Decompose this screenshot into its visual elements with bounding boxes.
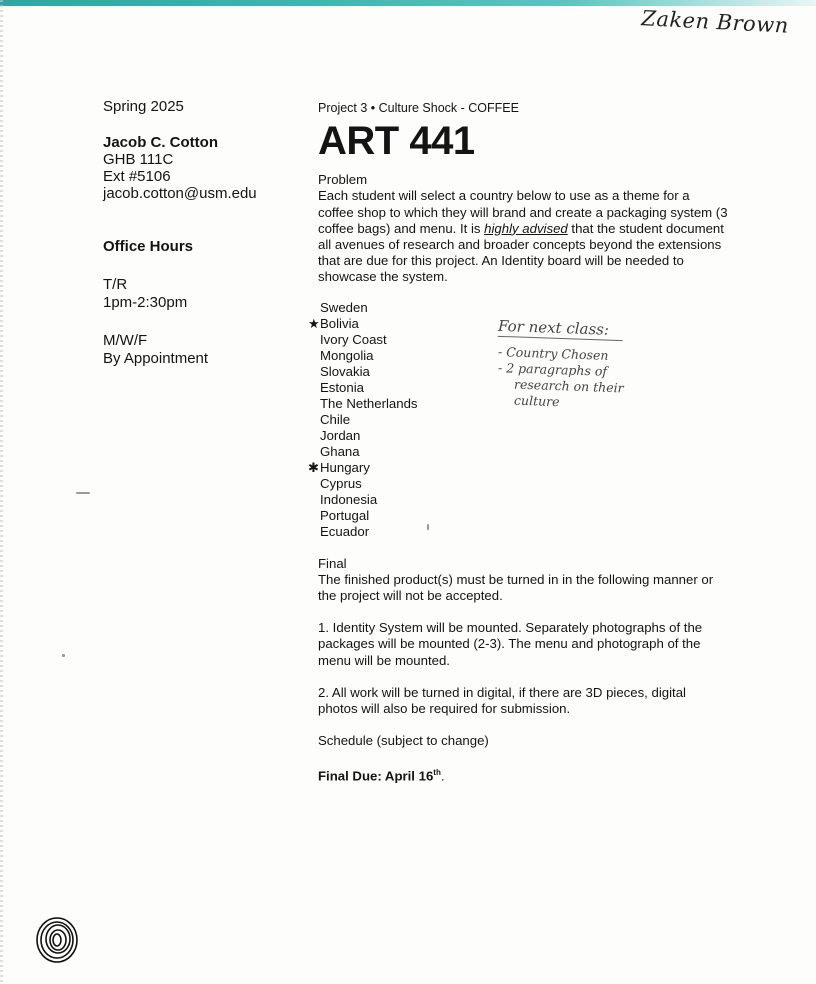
office-hours-title: Office Hours (103, 238, 194, 255)
hours-time: By Appointment (103, 350, 209, 367)
final-due: Final Due: April 16th. (318, 768, 445, 784)
list-item: Estonia (320, 379, 364, 395)
problem-text-part2: that the student document all avenues of research and broader concepts beyond the extensions that are due for this project. An Identity board will be needed to showcase the system. (318, 220, 724, 285)
final-text: The finished product(s) must be turned in in the following manner or the project will not be accepted. (318, 571, 714, 604)
scan-speck (427, 524, 429, 530)
final-heading: Final (318, 555, 347, 571)
phone-extension: Ext #5106 (103, 168, 171, 185)
list-item: Indonesia (320, 491, 378, 507)
top-color-strip (0, 0, 816, 6)
note-line: research on their (513, 376, 624, 396)
requirement-1: 1. Identity System will be mounted. Separately photographs of the packages will be mounted (2-3). The menu and photograph of the menu will be mounted. (318, 620, 703, 668)
notes-title: For next class: (498, 318, 624, 341)
list-item: Jordan (320, 427, 361, 443)
handwritten-signature: Zaken Brown (640, 6, 790, 38)
office-hours-block-2 (103, 332, 303, 368)
sidebar (103, 98, 303, 368)
hours-days: T/R (103, 276, 128, 293)
contact-block (103, 134, 303, 202)
list-item: The Netherlands (320, 395, 418, 411)
list-item: Ivory Coast (320, 331, 387, 347)
office-hours-block-1 (103, 276, 303, 312)
problem-heading: Problem (318, 172, 368, 188)
note-line: - Country Chosen (497, 344, 609, 363)
project-line: Project 3 • Culture Shock - COFFEE (318, 101, 519, 115)
handwritten-notes (497, 316, 668, 411)
instructor-email: jacob.cotton@usm.edu (103, 185, 257, 202)
scan-speck (76, 492, 90, 494)
final-section (318, 556, 718, 605)
problem-text-part1: Each student will select a country below to use as a theme for a coffee shop to which they will brand and create a packaging system (3 coffee bags) and menu. It is (318, 188, 728, 236)
hours-time: 1pm-2:30pm (103, 294, 188, 311)
course-title: ART 441 (318, 119, 475, 164)
requirement-2: 2. All work will be turned in digital, if there are 3D pieces, digital photos will also be required for submission. (318, 684, 686, 717)
note-line: culture (513, 392, 560, 410)
asterisk-icon: ✱ (308, 459, 319, 475)
scribble-doodle (34, 915, 80, 965)
list-item: Slovakia (320, 363, 370, 379)
problem-text (318, 188, 728, 285)
list-item: Ecuador (320, 523, 370, 539)
hours-days: M/W/F (103, 332, 148, 349)
instructor-name: Jacob C. Cotton (103, 134, 218, 151)
star-icon: ★ (308, 315, 320, 331)
list-item: Sweden (320, 299, 368, 315)
list-item: Cyprus (320, 475, 362, 491)
list-item: ★ Bolivia (308, 315, 359, 331)
list-item: Ghana (320, 443, 360, 459)
assignment-body (308, 100, 748, 785)
problem-emphasis: highly advised (484, 220, 568, 236)
term: Spring 2025 (103, 98, 184, 115)
list-item: Mongolia (320, 347, 374, 363)
list-item: Portugal (320, 507, 370, 523)
office-room: GHB 111C (103, 151, 174, 168)
list-item: ✱ Hungary (308, 459, 370, 475)
list-item: Chile (320, 411, 351, 427)
scan-edge (0, 0, 3, 984)
scan-speck (62, 654, 65, 657)
note-line: - 2 paragraphs of (497, 360, 608, 379)
schedule-note: Schedule (subject to change) (318, 733, 489, 749)
